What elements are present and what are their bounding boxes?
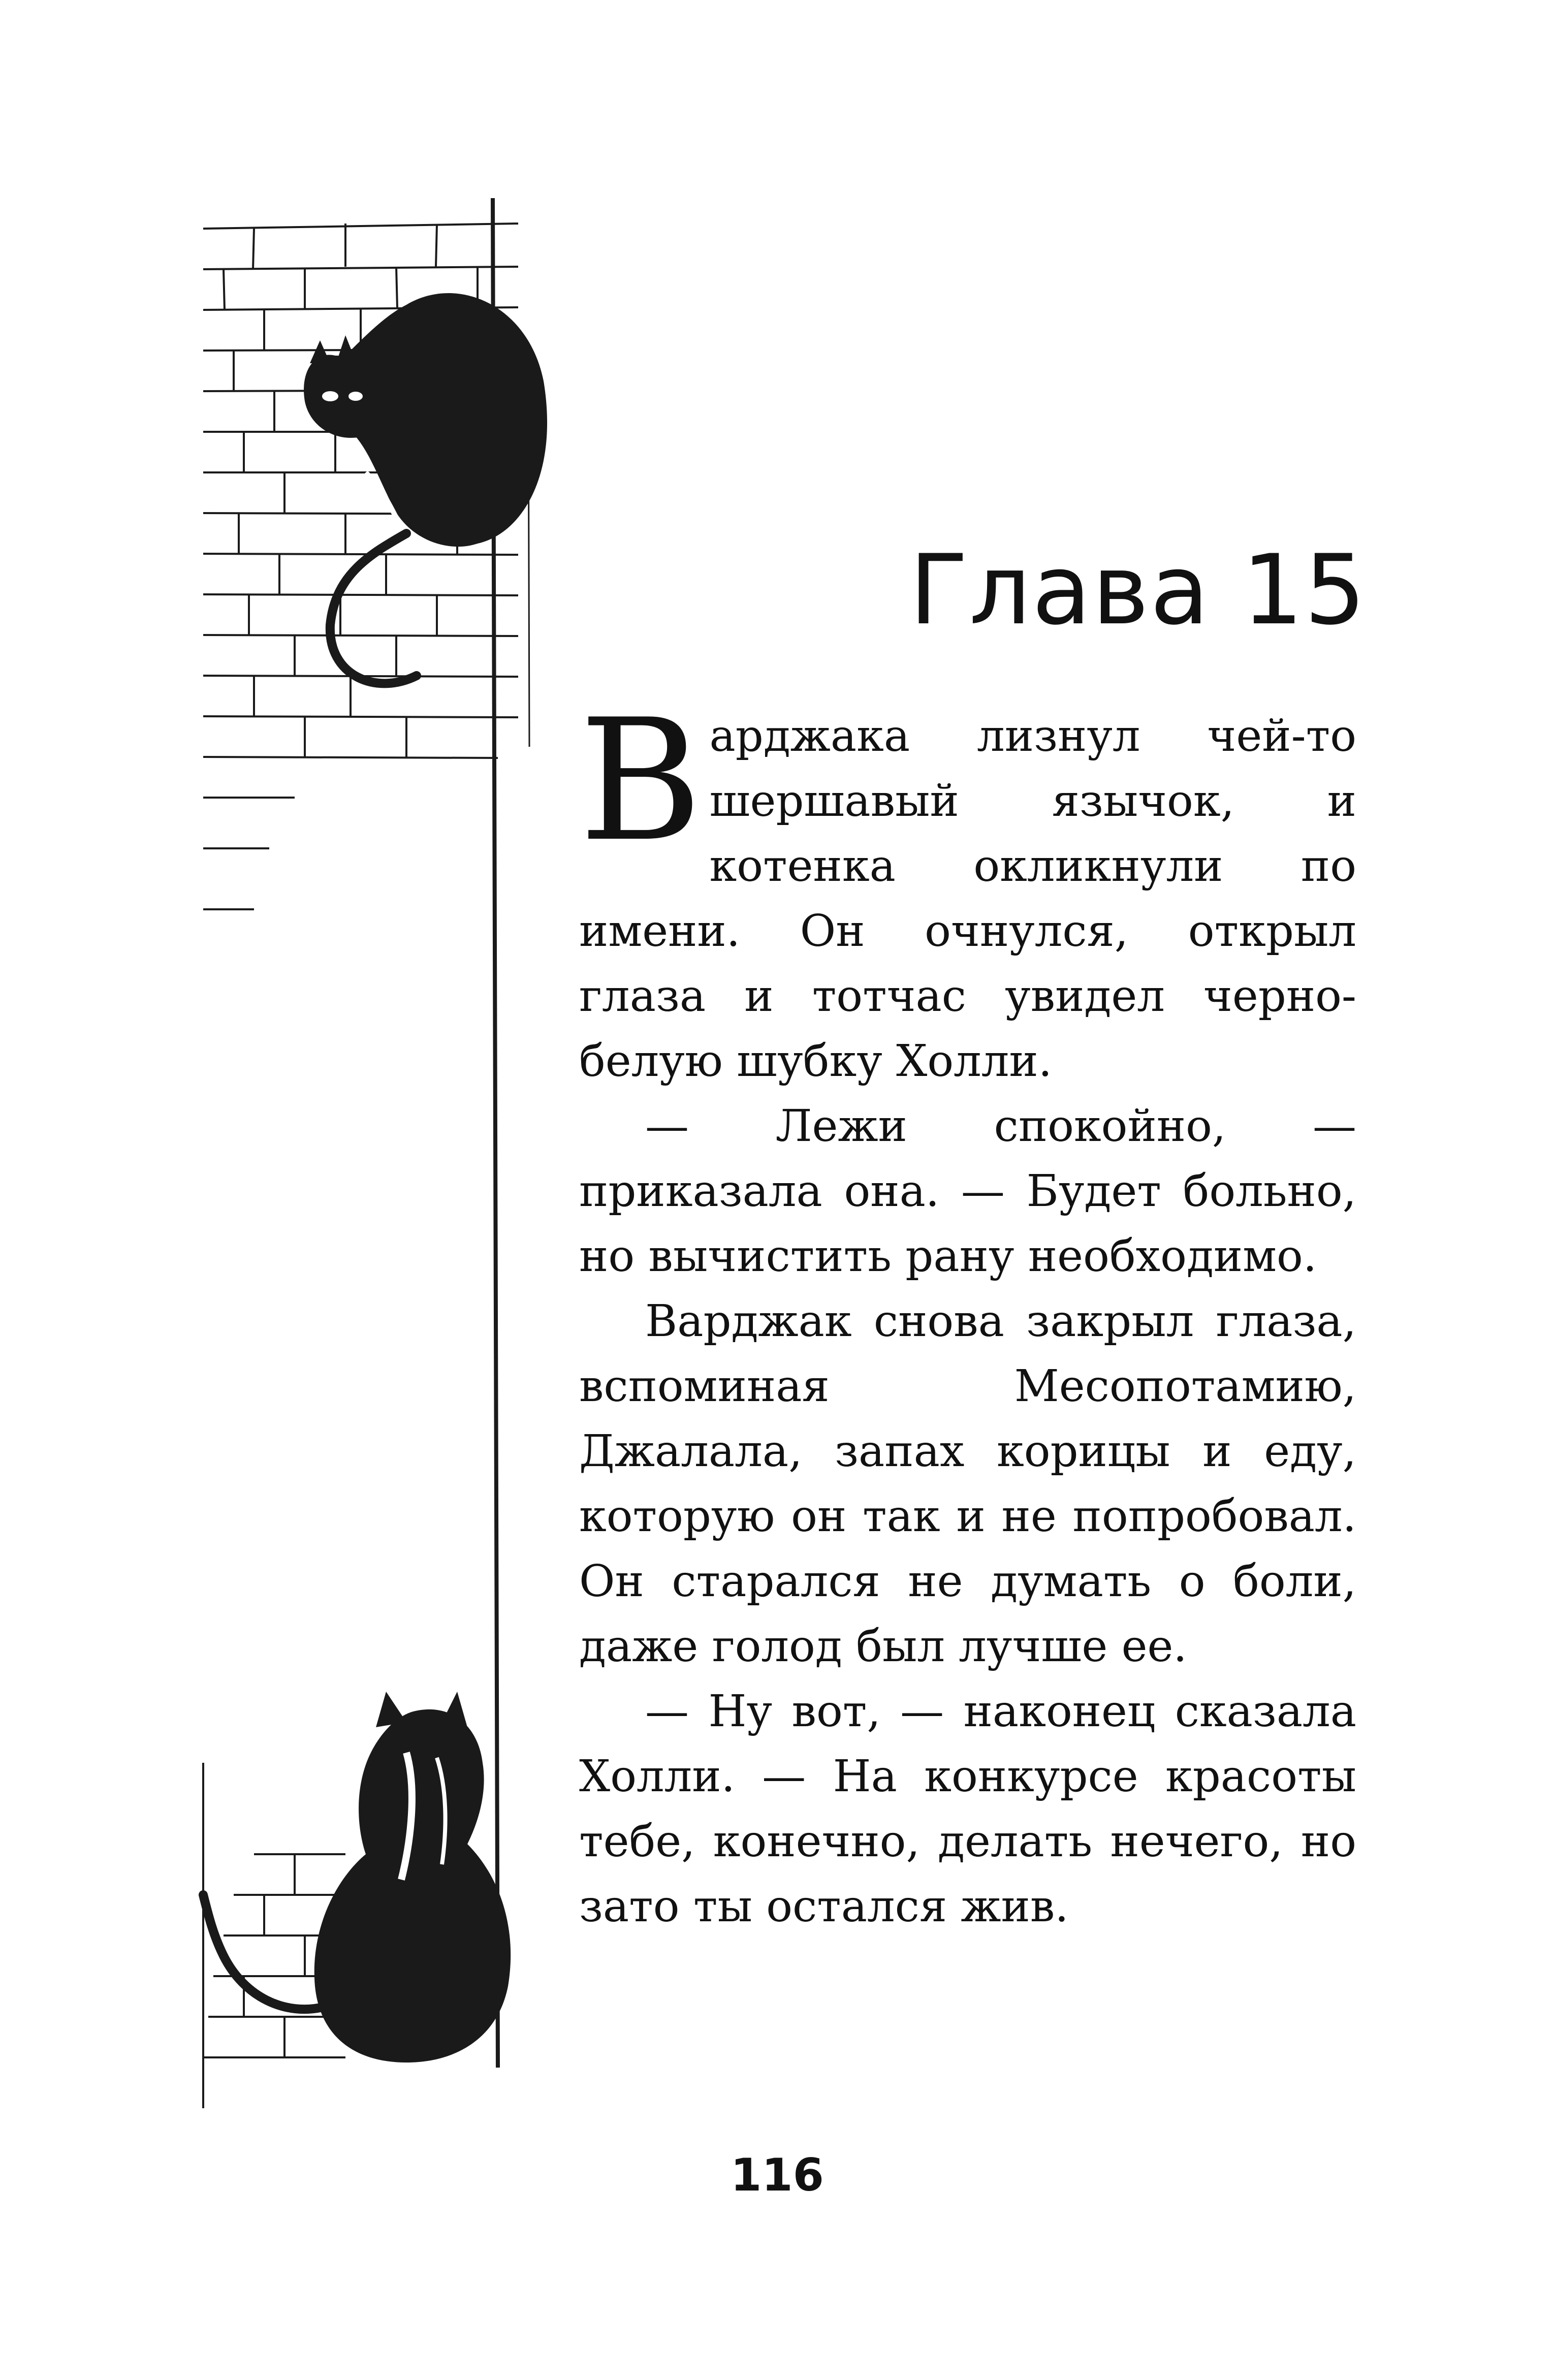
- paragraph-4: — Ну вот, — наконец сказала Холли. — На конкурсе красоты тебе, конечно, делать нечего, но зато ты остался жив.: [579, 1686, 1356, 1932]
- paragraph-2: — Лежи спокойно, — приказала она. — Будет больно, но вычистить рану необходимо.: [579, 1101, 1356, 1282]
- chapter-text: [579, 683, 1356, 1939]
- drop-cap: В: [579, 683, 703, 878]
- chapter-title: Глава 15: [909, 534, 1367, 647]
- cats-on-wall-illustration: [193, 188, 559, 2139]
- paragraph-1-text: арджака лизнул чей-то шершавый язычок, и котенка окликнули по имени. Он очнулся, открыл глаза и тотчас увидел черно-белую шубку Холли.: [579, 711, 1356, 1087]
- paragraph-3: Варджак снова закрыл глаза, вспоминая Месопотамию, Джалала, запах корицы и еду, которую он так и не попробовал. Он старался не думать о боли, даже голод был лучше ее.: [579, 1296, 1356, 1672]
- page-number: 116: [731, 2149, 824, 2201]
- paragraph-1: [579, 683, 1356, 1094]
- cats-on-brick-wall-icon: [193, 188, 559, 2139]
- lower-cat: [203, 1692, 511, 2062]
